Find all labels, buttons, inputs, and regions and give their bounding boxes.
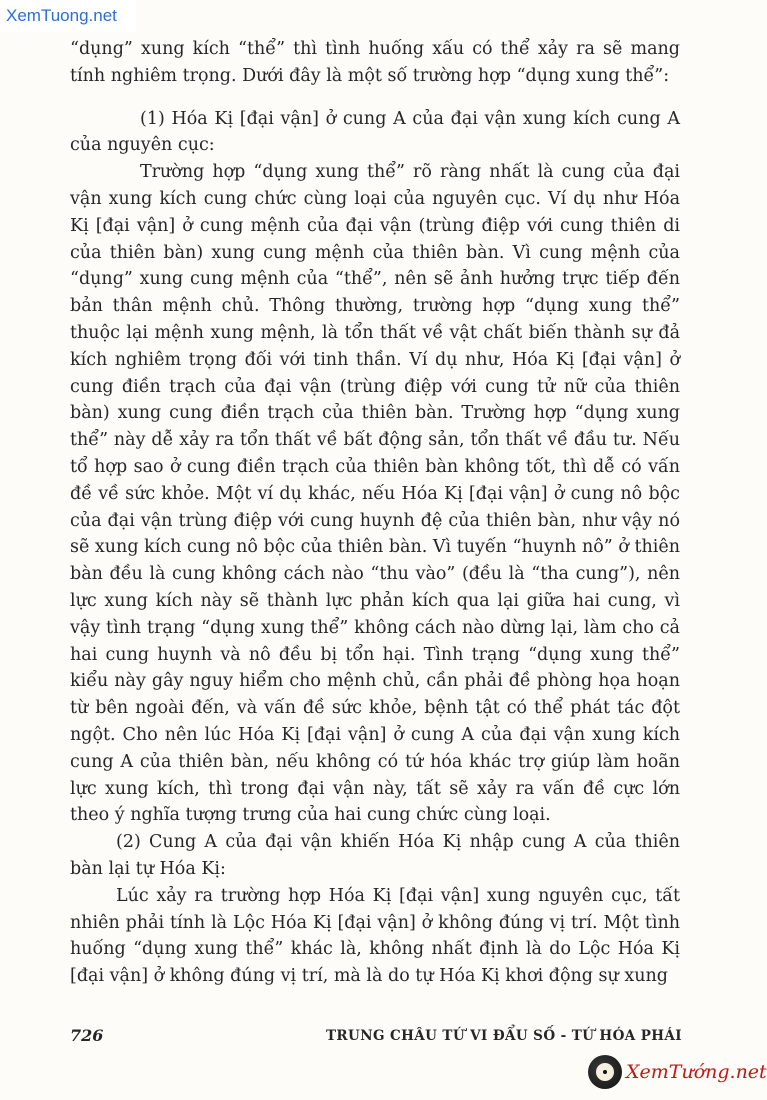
site-tag[interactable]: XemTuong.net	[0, 0, 136, 32]
watermark	[588, 1052, 767, 1092]
page-body	[70, 36, 680, 990]
page-footer	[70, 1026, 682, 1050]
paragraph-4-heading: (2) Cung A của đại vận khiến Hóa Kị nhập cung A của thiên bàn lại tự Hóa Kị:	[70, 832, 680, 879]
paragraph-2-heading: (1) Hóa Kị [đại vận] ở cung A của đại vận xung kích cung A của nguyên cục:	[70, 108, 680, 156]
paragraph-5: Lúc xảy ra trường hợp Hóa Kị [đại vận] xung nguyên cục, tất nhiên phải tính là Lộc Hóa Kị [đại vận] ở không đúng vị trí. Một tình huống “dụng xung thể” khác là, không nhất định là do Lộc Hóa Kị [đại vận] ở không đúng vị trí, mà là do tự Hóa Kị khơi động sự xung	[70, 885, 680, 987]
running-title: TRUNG CHÂU TỨ VI ĐẨU SỐ - TỨ HÓA PHÁI	[325, 1028, 682, 1044]
watermark-text: XemTướng.net	[626, 1061, 767, 1083]
paragraph-3: Trường hợp “dụng xung thể” rõ ràng nhất là cung của đại vận xung kích cung chức cùng loại của nguyên cục. Ví dụ như Hóa Kị [đại vận] ở cung mệnh của đại vận (trùng điệp với cung thiên di của thiên bàn) xung cung mệnh của thiên bàn. Vì cung mệnh của “dụng” xung cung mệnh của “thể”, nên sẽ ảnh hưởng trực tiếp đến bản thân mệnh chủ. Thông thường, trường hợp “dụng xung thể” thuộc lại mệnh xung mệnh, là tổn thất về vật chất biến thành sự đả kích nghiêm trọng đối với tinh thần. Ví dụ như, Hóa Kị [đại vận] ở cung điền trạch của đại vận (trùng điệp với cung tử nữ của thiên bàn) xung cung điền trạch của thiên bàn. Trường hợp “dụng xung thể” này dễ xảy ra tổn thất về bất động sản, tổn thất về đầu tư. Nếu tổ hợp sao ở cung điền trạch của thiên bàn không tốt, thì dễ có vấn đề về sức khỏe. Một ví dụ khác, nếu Hóa Kị [đại vận] ở cung nô bộc của đại vận trùng điệp với cung huynh đệ của thiên bàn, như vậy nó sẽ xung kích cung nô bộc của thiên bàn. Vì tuyến “huynh nô” ở thiên bàn đều là cung không cách nào “thu vào” (đều là “tha cung”), nên lực xung kích này sẽ thành lực phản kích qua lại giữa hai cung, vì vậy tình trạng “dụng xung thể” không cách nào dừng lại, làm cho cả hai cung huynh và nô đều bị tổn hại. Tình trạng “dụng xung thể” kiểu này gây nguy hiểm cho mệnh chủ, cần phải đề phòng họa hoạn từ bên ngoài đến, và vấn đề sức khỏe, bệnh tật có thể phát tác đột ngột. Cho nên lúc Hóa Kị [đại vận] ở cung A của đại vận xung kích cung A của thiên bàn, nếu không có tứ hóa khác trợ giúp làm hoãn lực xung kích, thì trong đại vận này, tất sẽ xảy ra vấn đề cực lớn theo ý nghĩa tượng trưng của hai cung chức cùng loại.	[70, 162, 680, 826]
page-number: 726	[70, 1026, 104, 1045]
paragraph-1: “dụng” xung kích “thể” thì tình huống xấu có thể xảy ra sẽ mang tính nghiêm trọng. Dưới đây là một số trường hợp “dụng xung thể”:	[70, 39, 680, 86]
yin-yang-icon	[588, 1055, 622, 1089]
